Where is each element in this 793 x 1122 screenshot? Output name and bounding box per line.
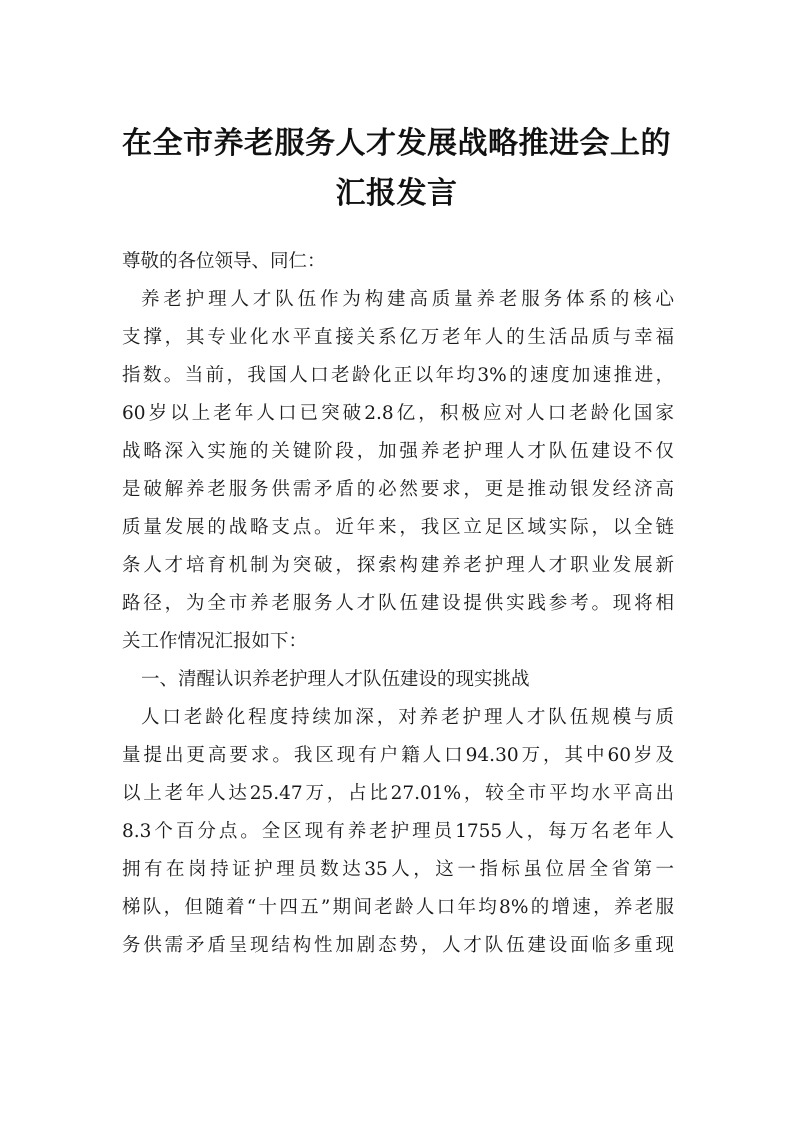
paragraph-line: 60岁以上老年人口已突破2.8亿，积极应对人口老龄化国家 [122,403,674,424]
paragraph-line: 量提出更高要求。我区现有户籍人口94.30万，其中60岁及 [122,745,674,766]
section-heading: 一、清醒认识养老护理人才队伍建设的现实挑战 [141,669,530,690]
paragraph-line: 路径，为全市养老服务人才队伍建设提供实践参考。现将相 [122,593,674,614]
paragraph-line: 人口老龄化程度持续加深，对养老护理人才队伍规模与质 [141,707,674,728]
paragraph-line: 条人才培育机制为突破，探索构建养老护理人才职业发展新 [122,555,674,576]
paragraph-line: 养老护理人才队伍作为构建高质量养老服务体系的核心 [141,289,674,310]
document-title-line-1: 在全市养老服务人才发展战略推进会上的 [122,126,671,161]
paragraph-line: 以上老年人达25.47万，占比27.01%，较全市平均水平高出 [122,783,674,804]
paragraph-line: 战略深入实施的关键阶段，加强养老护理人才队伍建设不仅 [122,441,674,462]
paragraph-line: 拥有在岗持证护理员数达35人，这一指标虽位居全省第一 [122,859,674,880]
paragraph-line: 质量发展的战略支点。近年来，我区立足区域实际，以全链 [122,517,674,538]
paragraph-line: 是破解养老服务供需矛盾的必然要求，更是推动银发经济高 [122,479,674,500]
paragraph-line: 务供需矛盾呈现结构性加剧态势，人才队伍建设面临多重现 [122,935,674,956]
paragraph-line: 指数。当前，我国人口老龄化正以年均3%的速度加速推进， [122,365,674,386]
paragraph-line: 8.3个百分点。全区现有养老护理员1755人，每万名老年人 [122,821,674,842]
document-title-line-2: 汇报发言 [335,176,458,211]
paragraph-line: 关工作情况汇报如下： [122,631,308,652]
paragraph-line: 梯队，但随着“十四五”期间老龄人口年均8%的增速，养老服 [122,897,674,918]
salutation: 尊敬的各位领导、同仁： [122,251,326,272]
paragraph-line: 支撑，其专业化水平直接关系亿万老年人的生活品质与幸福 [122,327,674,348]
